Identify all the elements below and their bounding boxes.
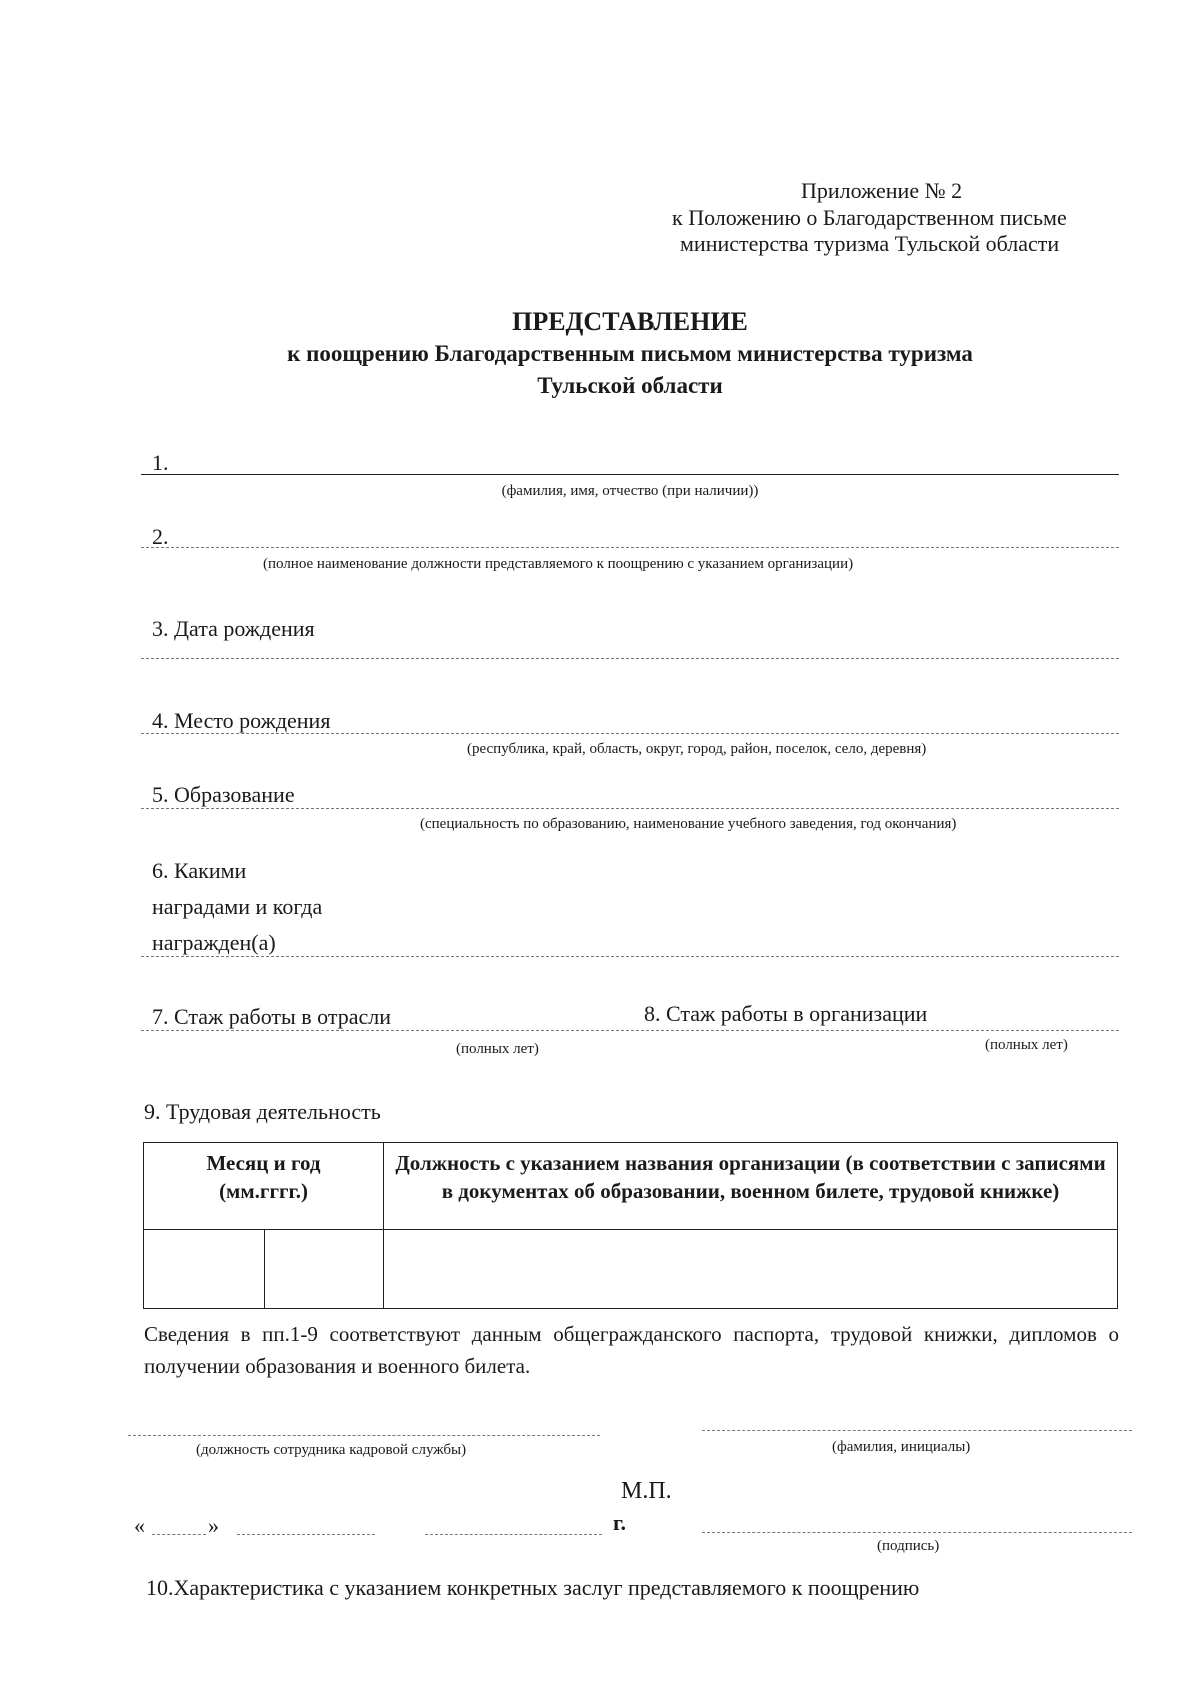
field-5-label: 5. Образование — [152, 782, 295, 807]
field-6-line-3: награжден(а) — [152, 930, 276, 955]
table-cell-year[interactable] — [264, 1230, 384, 1309]
date-month-line[interactable] — [237, 1534, 375, 1535]
appendix-number: Приложение № 2 — [801, 178, 963, 203]
table-cell-position[interactable] — [384, 1230, 1118, 1309]
field-8-hint: (полных лет) — [985, 1037, 1068, 1053]
field-6-line-1: 6. Какими — [152, 858, 247, 883]
field-2-line[interactable] — [141, 547, 1119, 548]
position-hint: (должность сотрудника кадровой службы) — [196, 1442, 467, 1458]
field-1-line[interactable] — [141, 474, 1119, 475]
page-subtitle-2: Тульской области — [537, 373, 723, 398]
field-7-8-line[interactable] — [141, 1030, 1119, 1031]
appendix-ministry: министерства туризма Тульской области — [680, 231, 1060, 256]
name-signature-line[interactable] — [702, 1430, 1132, 1431]
field-3-line[interactable] — [141, 658, 1119, 659]
signature-line[interactable] — [702, 1532, 1132, 1533]
field-1-label: 1. — [152, 450, 169, 475]
table-row — [144, 1230, 1118, 1309]
field-7-label: 7. Стаж работы в отрасли — [152, 1004, 392, 1029]
field-9-label: 9. Трудовая деятельность — [144, 1099, 381, 1124]
table-header-position — [384, 1143, 1118, 1230]
name-hint: (фамилия, инициалы) — [832, 1439, 971, 1455]
date-quote-open: « — [134, 1513, 145, 1538]
stamp-place: М.П. — [621, 1478, 672, 1504]
field-10-label: 10.Характеристика с указанием конкретных заслуг представляемого к поощрению — [146, 1575, 920, 1600]
field-1-hint: (фамилия, имя, отчество (при наличии)) — [501, 483, 759, 499]
field-7-hint: (полных лет) — [456, 1041, 539, 1057]
field-5-line[interactable] — [141, 808, 1119, 809]
page-title: ПРЕДСТАВЛЕНИЕ — [512, 307, 748, 336]
field-6-line[interactable] — [141, 956, 1119, 957]
field-5-hint: (специальность по образованию, наименование учебного заведения, год окончания) — [420, 816, 957, 832]
table-header-row — [144, 1143, 1118, 1230]
table-header-position-text: Должность с указанием названия организации (в соответствии с записями в документах об образовании, военном билете, трудовой книжке) — [395, 1151, 1106, 1203]
date-day-line[interactable] — [152, 1534, 206, 1535]
field-3-label: 3. Дата рождения — [152, 616, 315, 641]
appendix-regulation: к Положению о Благодарственном письме — [672, 205, 1067, 230]
field-4-line[interactable] — [141, 733, 1119, 734]
field-4-hint: (республика, край, область, округ, город, район, поселок, село, деревня) — [467, 741, 927, 757]
table-cell-month[interactable] — [144, 1230, 265, 1309]
date-year-line[interactable] — [425, 1534, 602, 1535]
signature-hint: (подпись) — [877, 1538, 940, 1554]
work-history-table — [143, 1142, 1118, 1309]
date-quote-close: » — [208, 1513, 219, 1538]
statement-text: Сведения в пп.1-9 соответствуют данным общегражданского паспорта, трудовой книжки, дипломов о получении образования и военного билета. — [144, 1322, 1119, 1378]
field-8-label: 8. Стаж работы в организации — [644, 1001, 928, 1026]
field-4-label: 4. Место рождения — [152, 708, 331, 733]
year-suffix: г. — [613, 1510, 627, 1535]
field-2-hint: (полное наименование должности представляемого к поощрению с указанием организации) — [263, 556, 854, 572]
table-header-month-year — [144, 1143, 384, 1230]
position-signature-line[interactable] — [128, 1435, 600, 1436]
field-6-line-2: наградами и когда — [152, 894, 323, 919]
page-subtitle-1: к поощрению Благодарственным письмом министерства туризма — [287, 341, 973, 366]
field-2-label: 2. — [152, 524, 169, 549]
table-header-month-year-text: Месяц и год (мм.гггг.) — [206, 1151, 321, 1203]
